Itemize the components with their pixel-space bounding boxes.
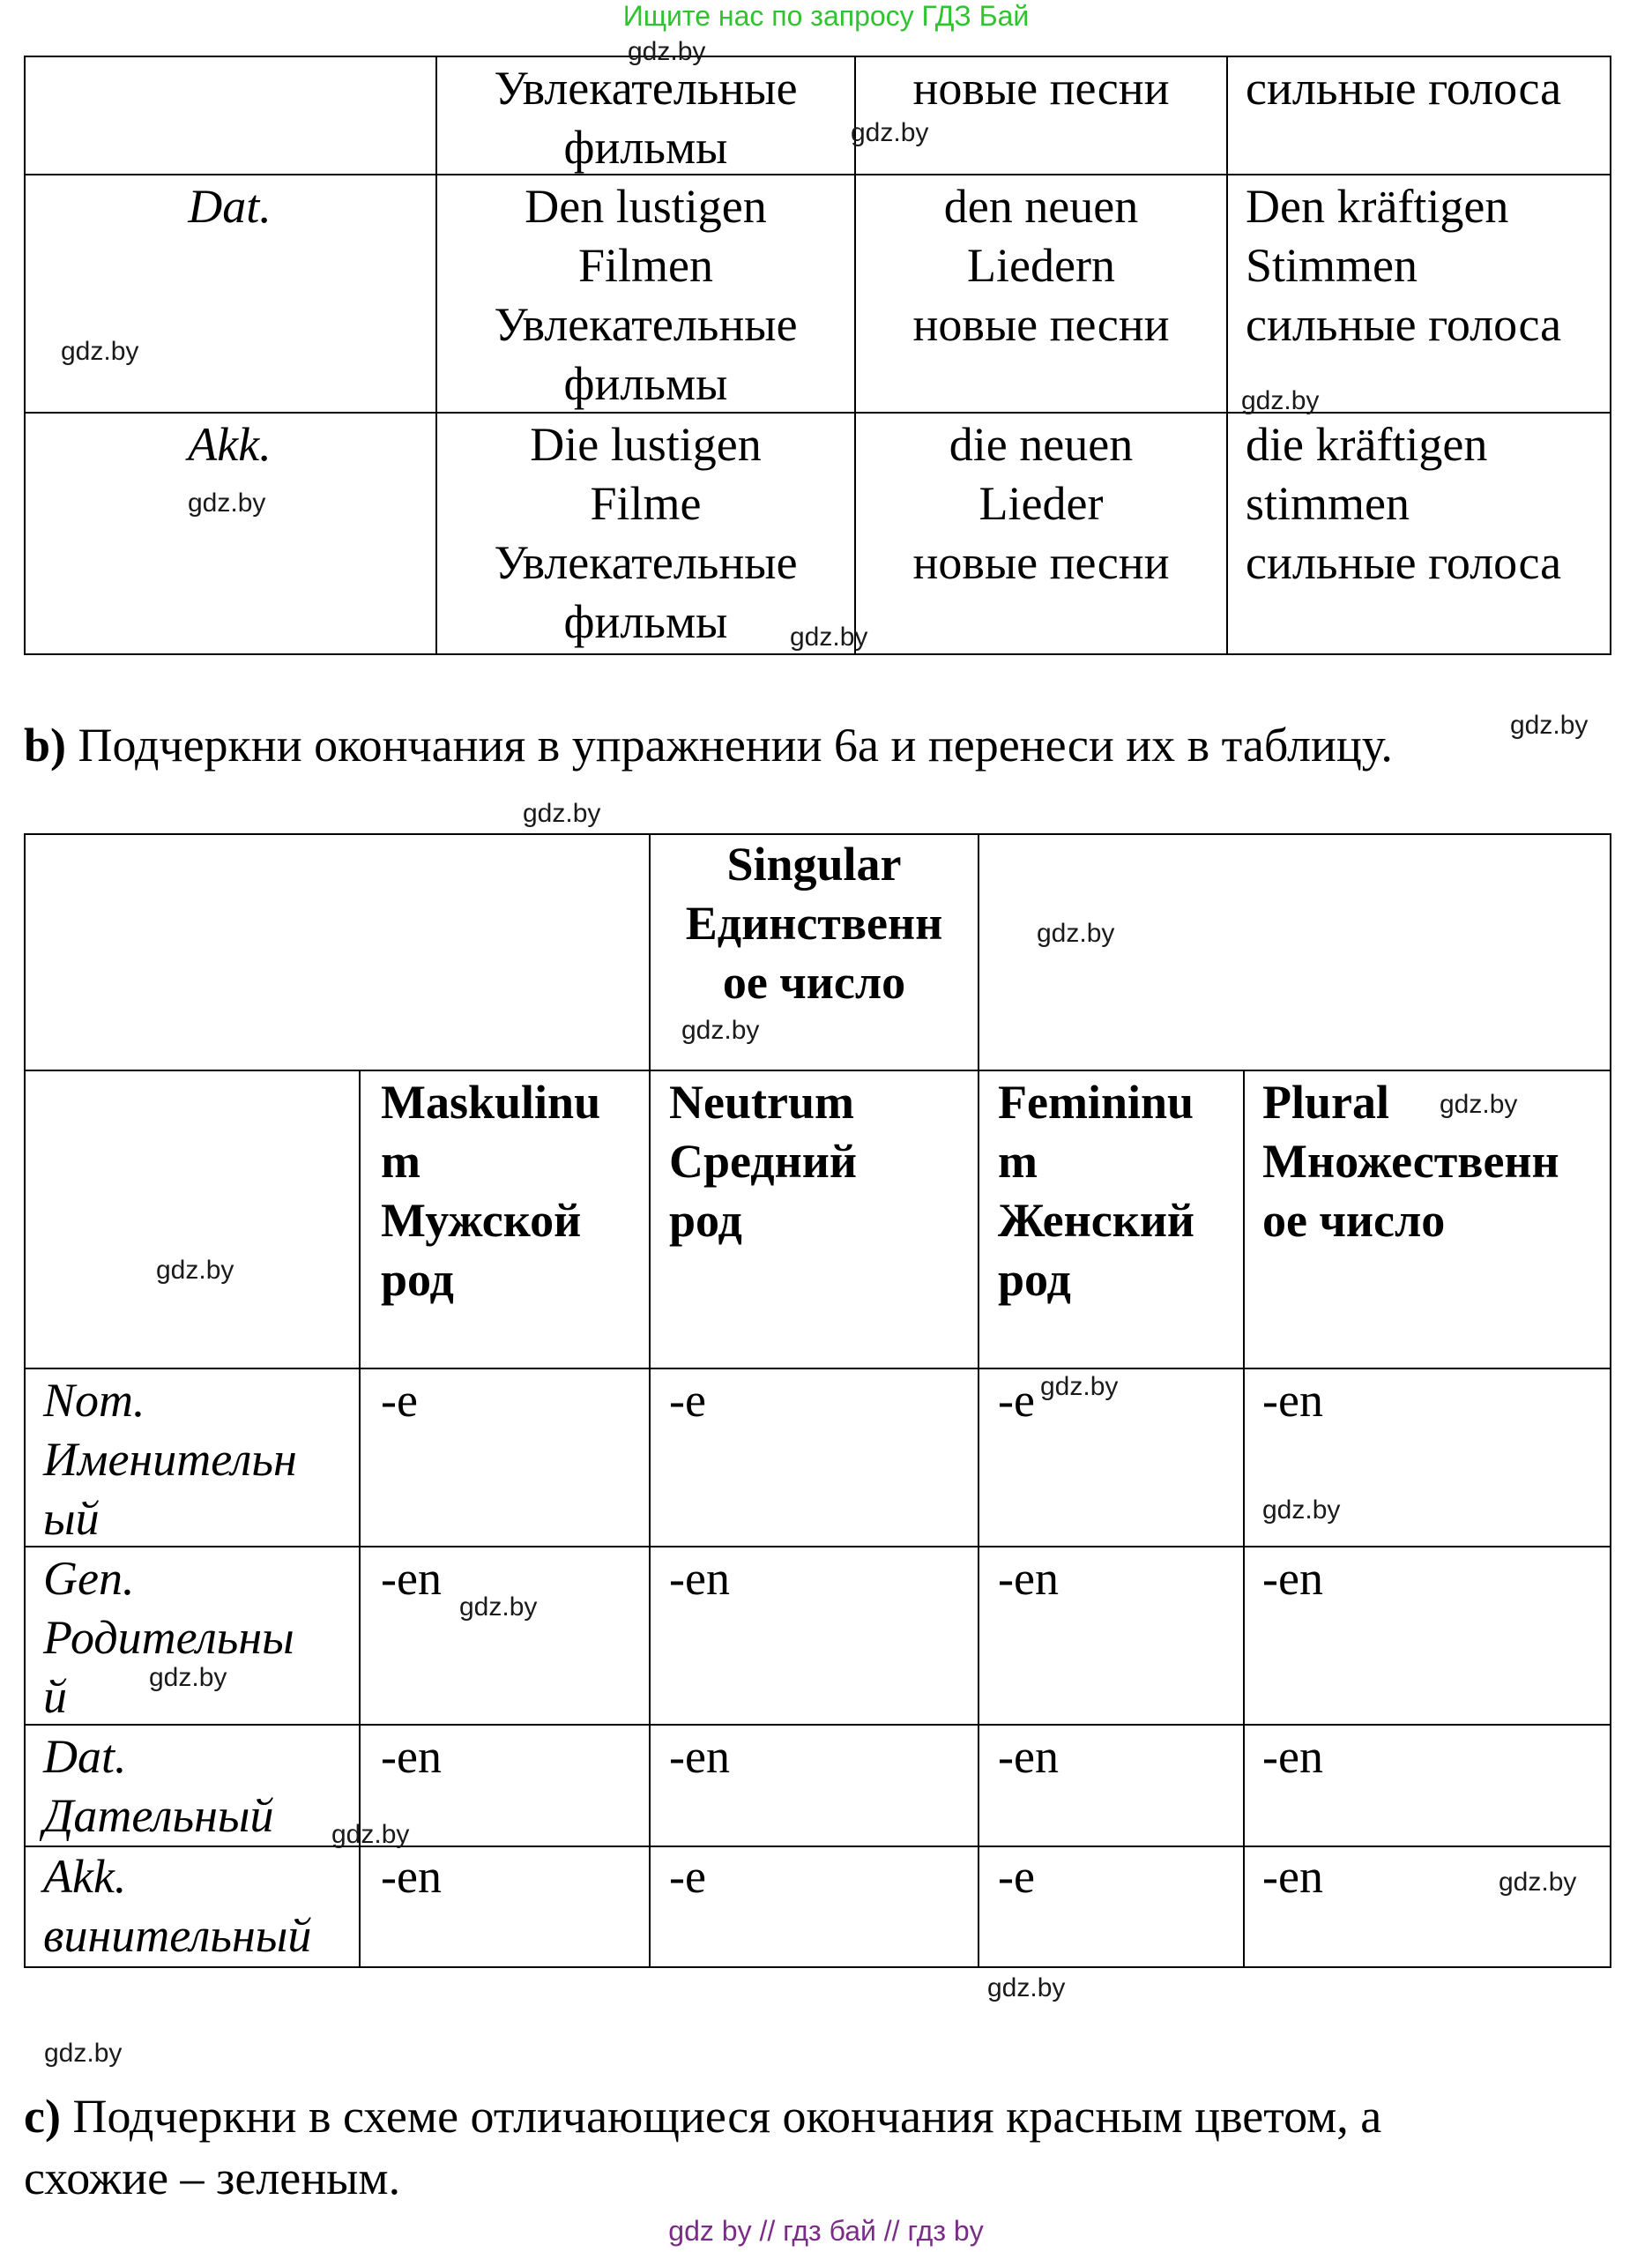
case-label-akk: Akk. (188, 418, 272, 471)
watermark: gdz.by (1262, 1495, 1341, 1525)
cell-line: m (998, 1135, 1038, 1188)
table-border (24, 1070, 1611, 1071)
watermark: gdz.by (790, 623, 868, 652)
table-cell (856, 415, 1226, 593)
ending-cell: -en (669, 1730, 730, 1783)
ending-cell: -en (1262, 1374, 1323, 1427)
ending-cell: -en (381, 1730, 442, 1783)
ending-cell: -e (998, 1850, 1035, 1903)
ending-cell: -e (998, 1374, 1035, 1427)
table-border (1610, 833, 1611, 1968)
watermark: gdz.by (61, 337, 139, 366)
table-cell (437, 177, 854, 414)
table-border (24, 56, 26, 655)
cell-line: род (998, 1253, 1071, 1306)
table-border (24, 56, 1611, 57)
ending-cell: -en (669, 1552, 730, 1605)
watermark: gdz.by (1510, 711, 1589, 740)
cell-line: Akk. (43, 1850, 127, 1903)
cell-line: Родительны (43, 1611, 294, 1664)
header-cell-films: Увлекательные фильмы (494, 62, 798, 174)
footer-links[interactable]: gdz by // гдз бай // гдз by (668, 2215, 984, 2247)
cell-line: сильные голоса (1246, 536, 1562, 589)
table-cell (1246, 415, 1611, 593)
cell-line: Дательный (43, 1789, 274, 1842)
cell-line: род (669, 1194, 742, 1247)
case-label-nom (43, 1371, 359, 1548)
ending-cell: -en (998, 1552, 1059, 1605)
watermark: gdz.by (987, 1973, 1066, 2002)
column-header-masculine (381, 1073, 645, 1309)
table-cell (1246, 177, 1611, 354)
cell-line: Den kräftigen (1246, 180, 1509, 233)
cell-line: Filme (590, 477, 702, 530)
ending-cell: -en (998, 1730, 1059, 1783)
table-border (24, 833, 26, 1968)
section-label: b) (24, 719, 67, 772)
singular-header (651, 835, 978, 1012)
column-header-neuter (669, 1073, 978, 1250)
cell-line: Nom. (43, 1374, 145, 1427)
cell-line: m (381, 1135, 420, 1188)
watermark: gdz.by (851, 118, 929, 147)
cell-line: фильмы (563, 595, 728, 648)
section-c-instruction (24, 2085, 1381, 2147)
cell-line: den neuen (943, 180, 1139, 233)
cell-line: die kräftigen (1246, 418, 1488, 471)
section-b-instruction (24, 714, 1393, 776)
cell-line: Liedern (967, 239, 1115, 292)
section-label: c) (24, 2090, 61, 2143)
watermark: gdz.by (156, 1256, 234, 1285)
cell-line: й (43, 1670, 67, 1723)
cell-line: Увлекательные (494, 298, 798, 351)
watermark: gdz.by (681, 1016, 760, 1045)
cell-line: Мужской (381, 1194, 582, 1247)
site-banner[interactable]: Ищите нас по запросу ГДЗ Бай (622, 0, 1030, 32)
cell-line: Die lustigen (530, 418, 762, 471)
cell-line: ое число (722, 956, 906, 1009)
cell-line: Средний (669, 1135, 857, 1188)
table-border (24, 1966, 1611, 1968)
table-border (24, 1368, 1611, 1369)
cell-line: Neutrum (669, 1076, 854, 1129)
case-label-dat (43, 1727, 359, 1846)
cell-line: винительный (43, 1909, 312, 1962)
ending-cell: -en (1262, 1730, 1323, 1783)
cell-line: сильные голоса (1246, 298, 1562, 351)
ending-cell: -en (381, 1552, 442, 1605)
cell-line: ое число (1262, 1194, 1446, 1247)
cell-line: Именительн (43, 1433, 297, 1486)
cell-line: Den lustigen (525, 180, 767, 233)
watermark: gdz.by (628, 37, 706, 66)
ending-cell: -en (1262, 1552, 1323, 1605)
table-border (1226, 56, 1228, 655)
instruction-text: Подчеркни окончания в упражнении 6а и перенеси их в таблицу. (78, 719, 1393, 772)
section-c-instruction-line2: схожие – зеленым. (24, 2151, 401, 2204)
table-cell (437, 415, 854, 652)
watermark: gdz.by (1040, 1372, 1119, 1401)
cell-line: Plural (1262, 1076, 1389, 1129)
column-header-plural (1262, 1073, 1611, 1250)
cell-line: Gen. (43, 1552, 135, 1605)
watermark: gdz.by (44, 2039, 123, 2068)
cell-line: Femininu (998, 1076, 1194, 1129)
instruction-text: Подчеркни в схеме отличающиеся окончания красным цветом, а (72, 2090, 1382, 2143)
cell-line: Lieder (979, 477, 1104, 530)
watermark: gdz.by (1037, 919, 1115, 948)
cell-line: stimmen (1246, 477, 1410, 530)
watermark: gdz.by (149, 1663, 227, 1692)
case-label-dat: Dat. (188, 180, 272, 233)
cell-line: фильмы (563, 357, 728, 410)
table-cell (856, 177, 1226, 354)
cell-line: ый (43, 1492, 100, 1545)
cell-line: Множественн (1262, 1135, 1559, 1188)
cell-line: Maskulinu (381, 1076, 601, 1129)
cell-line: Singular (726, 838, 902, 891)
table-border (978, 833, 979, 1968)
header-cell-voices: сильные голоса (1246, 62, 1562, 115)
watermark: gdz.by (459, 1592, 538, 1622)
case-label-akk (43, 1847, 359, 1965)
case-label-gen (43, 1549, 359, 1726)
watermark: gdz.by (1499, 1868, 1577, 1897)
column-header-feminine (998, 1073, 1245, 1309)
cell-line: Filmen (577, 239, 713, 292)
cell-line: новые песни (912, 298, 1170, 351)
watermark: gdz.by (1241, 386, 1320, 415)
watermark: gdz.by (188, 488, 266, 518)
cell-line: Увлекательные (494, 536, 798, 589)
ending-cell: -en (1262, 1850, 1323, 1903)
header-cell-songs: новые песни (912, 62, 1170, 115)
watermark: gdz.by (1440, 1090, 1518, 1119)
ending-cell: -e (669, 1850, 706, 1903)
cell-line: Единственн (685, 897, 943, 950)
cell-line: род (381, 1253, 454, 1306)
endings-table (24, 833, 1611, 1968)
cell-line: Женский (998, 1194, 1195, 1247)
ending-cell: -e (669, 1374, 706, 1427)
cell-line: Stimmen (1246, 239, 1418, 292)
cell-line: новые песни (912, 536, 1170, 589)
declension-table-1 (24, 56, 1611, 655)
watermark: gdz.by (523, 799, 601, 828)
watermark: gdz.by (331, 1820, 410, 1849)
table-border (24, 653, 1611, 655)
cell-line: Dat. (43, 1730, 127, 1783)
ending-cell: -en (381, 1850, 442, 1903)
cell-line: die neuen (949, 418, 1134, 471)
ending-cell: -e (381, 1374, 418, 1427)
